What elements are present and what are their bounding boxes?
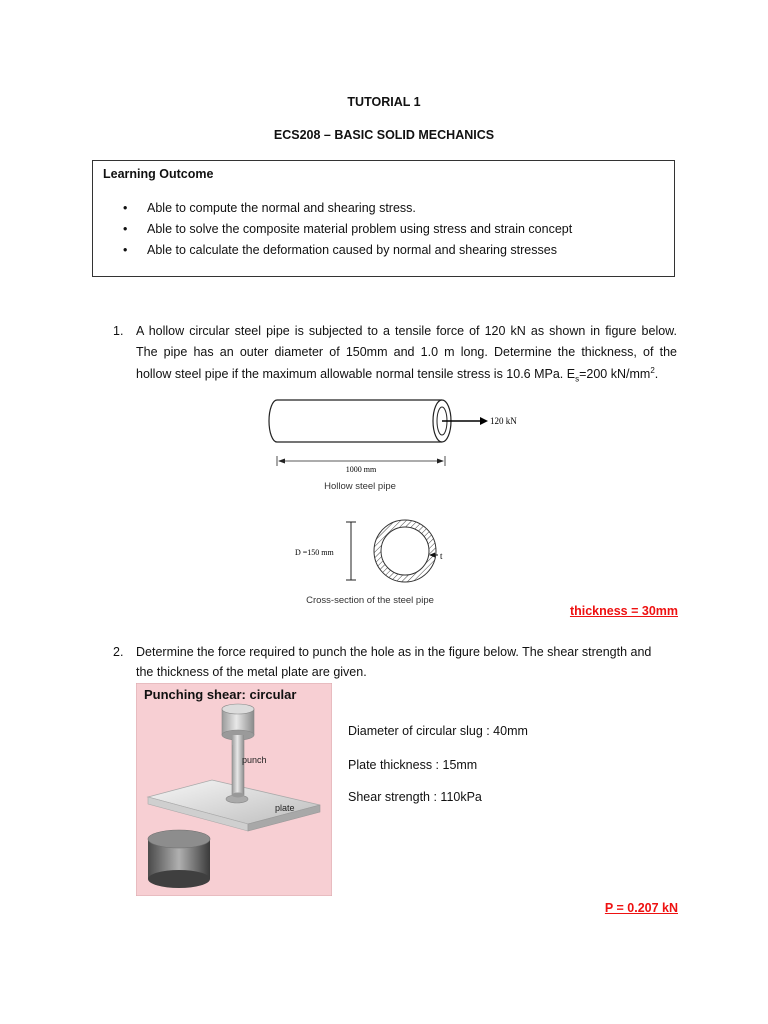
question-1-number: 1. [113,324,124,338]
given-shear-strength: Shear strength : 110kPa [348,790,482,804]
pipe-left-end [269,400,277,442]
tutorial-title: TUTORIAL 1 [347,95,421,109]
question-1-line-1: A hollow circular steel pipe is subjected to a tensile force of 120 kN as shown in figure below. [136,324,677,338]
hollow-pipe-figure [250,388,580,608]
learning-outcome-box: Learning Outcome • Able to compute the normal and shearing stress. • Able to solve the composite material problem using stress and strain concept • Able to calculate the deformation caused by normal and shearing stresses [92,160,675,277]
length-label: 1000 mm [345,465,377,474]
question-2-line-1: Determine the force required to punch the hole as in the figure below. The shear strength and [136,645,652,659]
question-2-number: 2. [113,645,124,659]
question-2-answer: P = 0.207 kN [604,901,678,915]
course-title: ECS208 – BASIC SOLID MECHANICS [273,128,495,142]
punching-shear-figure [136,683,332,896]
diameter-label: D =150 mm [295,548,334,557]
pipe-caption: Hollow steel pipe [324,481,396,492]
given-diameter: Diameter of circular slug : 40mm [348,724,528,738]
plate-label: plate [275,803,295,813]
figure-title: Punching shear: circular [144,687,297,702]
section-caption: Cross-section of the steel pipe [306,595,434,606]
cross-section-inner [381,527,429,575]
question-1-answer: thickness = 30mm [569,604,678,618]
arrow-head-icon [480,417,488,425]
thickness-symbol: t [440,551,443,561]
slug-top [148,830,210,848]
given-plate-thickness: Plate thickness : 15mm [348,758,478,772]
punch-label: punch [242,755,267,765]
learning-outcome-heading: Learning Outcome [103,167,214,181]
question-1-line-2: The pipe has an outer diameter of 150mm and 1.0 m long. Determine the thickness, of the [136,345,677,359]
question-1-line-3: hollow steel pipe if the maximum allowable normal tensile stress is 10.6 MPa. $E_s=200$ $kN/mm^2$. [136,366,659,384]
force-label: 120 kN [490,416,517,426]
bullet-icon: • [123,222,128,236]
bullet-icon: • [123,243,128,257]
bullet-icon: • [123,201,128,215]
question-2-line-2: the thickness of the metal plate are given. [136,665,367,679]
